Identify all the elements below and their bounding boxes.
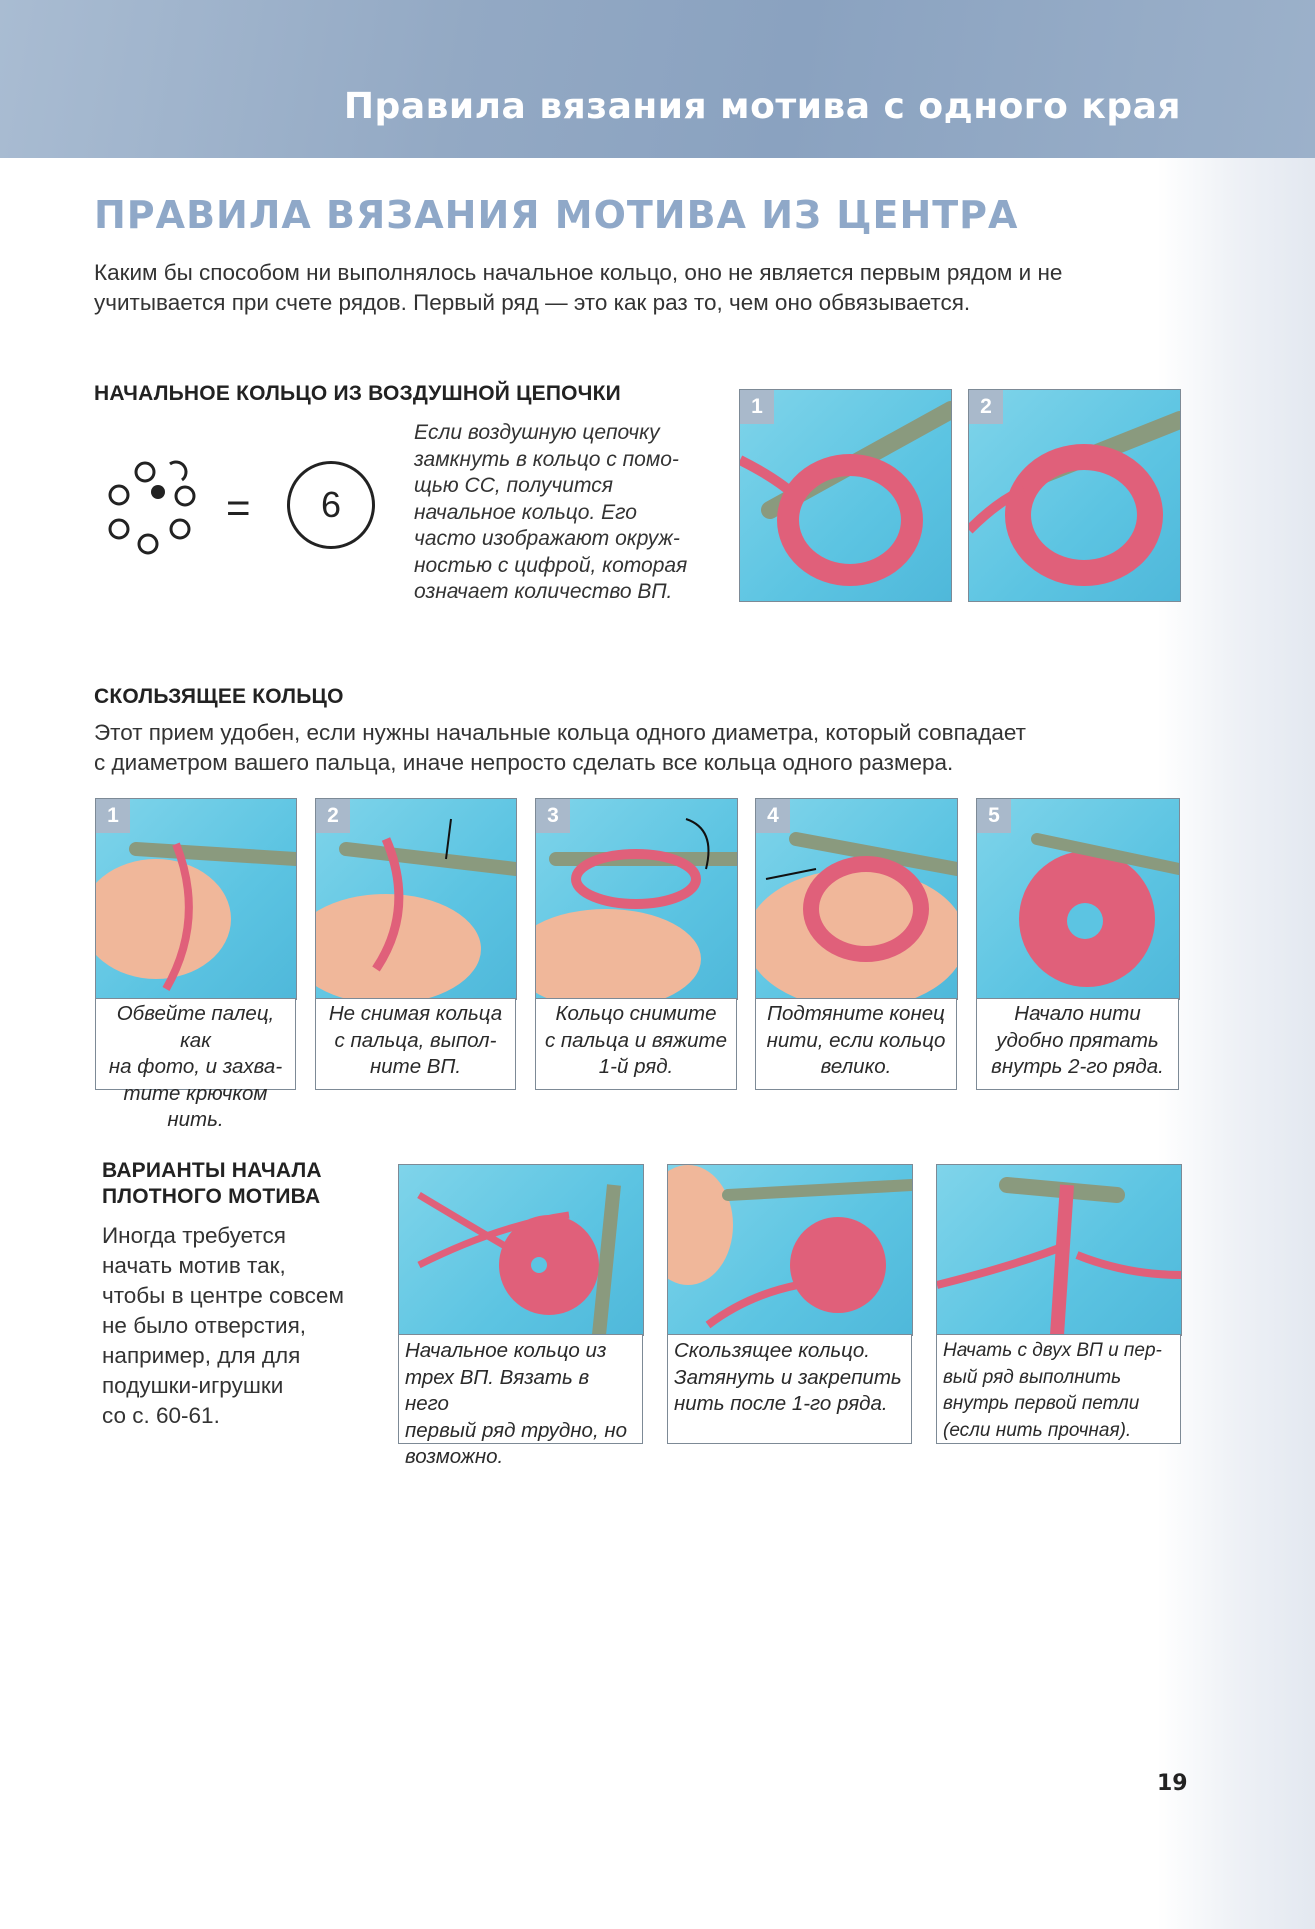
caption-line: 1-й ряд. [598, 1055, 674, 1078]
caption-line: нити, если кольцо [766, 1028, 946, 1052]
caption-line: тите крючком нить. [123, 1081, 268, 1131]
caption-line: велико. [820, 1055, 892, 1078]
chain-ring-heading: НАЧАЛЬНОЕ КОЛЬЦО ИЗ ВОЗДУШНОЙ ЦЕПОЧКИ [94, 382, 621, 405]
chain-ring-note [414, 420, 714, 606]
dense-variant-photo-3 [936, 1164, 1182, 1336]
dense-variant-photo-1 [398, 1164, 644, 1336]
caption-line: внутрь первой петли [943, 1393, 1140, 1414]
sliding-line-2: с диаметром вашего пальца, иначе непросто сделать все кольца одного размера. [94, 750, 954, 775]
step-caption-2 [315, 998, 516, 1090]
photo-number: 3 [536, 799, 570, 833]
dense-motif-text [102, 1221, 392, 1431]
variant-caption-1 [398, 1334, 643, 1468]
caption-line: внутрь 2-го ряда. [991, 1055, 1164, 1078]
dense-motif-heading [102, 1158, 322, 1210]
caption-line: Начало нити [1014, 1002, 1141, 1025]
photo-number: 2 [969, 390, 1003, 424]
caption-line: нить после 1-го ряда. [674, 1392, 888, 1415]
caption-line: Не снимая кольца [328, 1002, 503, 1025]
note-line: ностью с цифрой, которая [414, 553, 688, 577]
caption-line: с пальца, выпол- [334, 1028, 497, 1052]
caption-line: возможно. [405, 1445, 504, 1468]
note-line: щью СС, получится [414, 474, 613, 497]
photo-number: 1 [96, 799, 130, 833]
caption-line: ните ВП. [369, 1055, 462, 1078]
caption-line: Начать с двух ВП и пер- [943, 1340, 1162, 1361]
photo-number: 5 [977, 799, 1011, 833]
intro-line-1: Каким бы способом ни выполнялось начальное кольцо, оно не является первым рядом и не [94, 260, 1063, 285]
step-caption-1 [95, 998, 296, 1131]
page-number: 19 [1157, 1771, 1188, 1796]
caption-line: Кольцо снимите [555, 1002, 717, 1025]
ring-number-circle: 6 [287, 461, 375, 549]
step-caption-5 [976, 998, 1179, 1090]
variant-caption-2 [667, 1334, 912, 1444]
header-title: Правила вязания мотива с одного края [343, 86, 1181, 127]
equals-sign: = [226, 484, 251, 531]
note-line: часто изображают окруж- [414, 527, 680, 550]
sliding-step-photo-3 [535, 798, 738, 1000]
caption-line: Подтяните конец [767, 1002, 945, 1025]
text-line: не было отверстия, [102, 1313, 307, 1338]
caption-line: Затянуть и закрепить [674, 1365, 902, 1389]
sliding-step-photo-4 [755, 798, 958, 1000]
sliding-step-photo-2 [315, 798, 517, 1000]
photo-number: 1 [740, 390, 774, 424]
crochet-photo-illustration [399, 1165, 643, 1335]
crochet-photo-illustration [668, 1165, 912, 1335]
caption-line: удобно прятать [996, 1028, 1159, 1052]
header-banner [0, 0, 1315, 158]
caption-line: (если нить прочная). [943, 1419, 1132, 1441]
sliding-ring-heading: СКОЛЬЗЯЩЕЕ КОЛЬЦО [94, 685, 344, 708]
heading-line: ПЛОТНОГО МОТИВА [102, 1185, 321, 1208]
photo-number: 4 [756, 799, 790, 833]
caption-line: с пальца и вяжите [544, 1028, 728, 1052]
text-line: подушки-игрушки [102, 1373, 284, 1398]
sliding-ring-text [94, 718, 1194, 778]
caption-line: первый ряд трудно, но [405, 1418, 628, 1442]
sliding-line-1: Этот прием удобен, если нужны начальные кольца одного диаметра, который совпадает [94, 720, 1026, 745]
chain-ring-photo-2 [968, 389, 1181, 602]
dense-variant-photo-2 [667, 1164, 913, 1336]
sliding-step-photo-1 [95, 798, 297, 1000]
heading-line: ВАРИАНТЫ НАЧАЛА [102, 1159, 322, 1182]
caption-line: на фото, и захва- [108, 1055, 283, 1078]
variant-caption-3 [936, 1334, 1181, 1444]
caption-line: трех ВП. Вязать в него [405, 1365, 590, 1415]
caption-line: Начальное кольцо из [405, 1339, 607, 1362]
caption-line: Обвейте палец, как [116, 1002, 275, 1052]
step-caption-3 [535, 998, 737, 1090]
section-title: ПРАВИЛА ВЯЗАНИЯ МОТИВА ИЗ ЦЕНТРА [94, 193, 1019, 237]
text-line: Иногда требуется [102, 1223, 286, 1248]
caption-line: Скользящее кольцо. [674, 1339, 870, 1362]
note-line: Если воздушную цепочку [414, 421, 660, 444]
crochet-photo-illustration [937, 1165, 1181, 1335]
note-line: означает количество ВП. [414, 580, 673, 603]
intro-line-2: учитывается при счете рядов. Первый ряд — это как раз то, чем оно обвязывается. [94, 290, 971, 315]
caption-line: вый ряд выполнить [943, 1366, 1122, 1388]
chain-ring-photo-1 [739, 389, 952, 602]
text-line: начать мотив так, [102, 1253, 286, 1278]
step-caption-4 [755, 998, 957, 1090]
note-line: начальное кольцо. Его [414, 500, 637, 524]
text-line: например, для для [102, 1343, 301, 1368]
text-line: чтобы в центре совсем [102, 1283, 344, 1308]
text-line: со с. 60-61. [102, 1403, 220, 1428]
photo-number: 2 [316, 799, 350, 833]
intro-text [94, 258, 1194, 318]
note-line: замкнуть в кольцо с помо- [414, 447, 679, 471]
sliding-step-photo-5 [976, 798, 1180, 1000]
